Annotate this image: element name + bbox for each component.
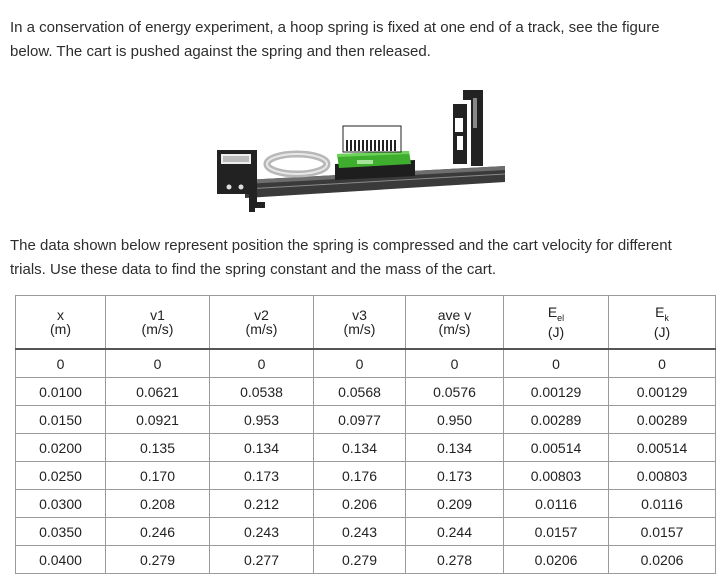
cell-x: 0.0150 (16, 406, 106, 434)
cell-e-k: 0.00803 (609, 462, 716, 490)
cell-v3: 0.279 (314, 546, 406, 574)
cell-ave-v: 0.278 (406, 546, 504, 574)
cell-v1: 0.0921 (106, 406, 210, 434)
cell-e-k: 0.00514 (609, 434, 716, 462)
table-header-row (16, 296, 716, 350)
cell-e-k: 0 (609, 349, 716, 378)
cell-ave-v: 0.0576 (406, 378, 504, 406)
cell-v1: 0 (106, 349, 210, 378)
table-row (16, 462, 716, 490)
table-row (16, 378, 716, 406)
cell-v2: 0.953 (210, 406, 314, 434)
header-v2: v2 (m/s) (210, 296, 314, 350)
cell-v1: 0.135 (106, 434, 210, 462)
cell-x: 0.0350 (16, 518, 106, 546)
cell-v1: 0.170 (106, 462, 210, 490)
cell-x: 0.0100 (16, 378, 106, 406)
table-row (16, 490, 716, 518)
cart (335, 126, 415, 180)
cell-e-k: 0.0157 (609, 518, 716, 546)
cell-x: 0.0400 (16, 546, 106, 574)
cell-x: 0.0300 (16, 490, 106, 518)
data-intro-paragraph (10, 234, 710, 282)
cell-e-el: 0.00129 (504, 378, 609, 406)
cell-v1: 0.0621 (106, 378, 210, 406)
cell-v3: 0.206 (314, 490, 406, 518)
cell-v1: 0.279 (106, 546, 210, 574)
cell-v3: 0.243 (314, 518, 406, 546)
cell-v3: 0.0977 (314, 406, 406, 434)
header-ave-v: ave v (m/s) (406, 296, 504, 350)
cell-ave-v: 0.209 (406, 490, 504, 518)
cell-ave-v: 0.950 (406, 406, 504, 434)
intro-line-1: In a conservation of energy experiment, a hoop spring is fixed at one end of a track, see the figure (10, 19, 660, 36)
cell-ave-v: 0 (406, 349, 504, 378)
cell-v2: 0 (210, 349, 314, 378)
cell-v1: 0.208 (106, 490, 210, 518)
header-x: x (m) (16, 296, 106, 350)
cell-ave-v: 0.244 (406, 518, 504, 546)
cell-x: 0 (16, 349, 106, 378)
cell-v2: 0.134 (210, 434, 314, 462)
header-v1: v1 (m/s) (106, 296, 210, 350)
data-table (15, 295, 716, 574)
cell-e-el: 0 (504, 349, 609, 378)
table-row (16, 349, 716, 378)
track-cart-spring-figure (205, 84, 515, 224)
intro-line-2: below. The cart is pushed against the spring and then released. (10, 43, 431, 60)
cell-v3: 0 (314, 349, 406, 378)
header-e-k: $E_k$ (J) (609, 296, 716, 350)
cell-e-el: 0.0157 (504, 518, 609, 546)
cell-e-el: 0.00514 (504, 434, 609, 462)
table-row (16, 434, 716, 462)
cell-ave-v: 0.134 (406, 434, 504, 462)
cell-e-el: 0.00803 (504, 462, 609, 490)
table-row (16, 518, 716, 546)
cell-e-k: 0.0206 (609, 546, 716, 574)
cell-v2: 0.173 (210, 462, 314, 490)
cell-v2: 0.0538 (210, 378, 314, 406)
intro-paragraph (10, 16, 710, 64)
cell-e-k: 0.0116 (609, 490, 716, 518)
table-row (16, 406, 716, 434)
cell-v2: 0.212 (210, 490, 314, 518)
cell-e-el: 0.00289 (504, 406, 609, 434)
cell-x: 0.0250 (16, 462, 106, 490)
cell-e-k: 0.00289 (609, 406, 716, 434)
cell-v3: 0.134 (314, 434, 406, 462)
data-intro-line-1: The data shown below represent position the spring is compressed and the cart velocity for different (10, 237, 672, 254)
cell-ave-v: 0.173 (406, 462, 504, 490)
header-e-el: $E_{el}$ (J) (504, 296, 609, 350)
cell-v3: 0.0568 (314, 378, 406, 406)
cell-v2: 0.243 (210, 518, 314, 546)
cell-v2: 0.277 (210, 546, 314, 574)
cell-e-el: 0.0116 (504, 490, 609, 518)
cell-e-k: 0.00129 (609, 378, 716, 406)
cell-x: 0.0200 (16, 434, 106, 462)
table-row (16, 546, 716, 574)
data-intro-line-2: trials. Use these data to find the spring constant and the mass of the cart. (10, 261, 497, 278)
photogate (453, 90, 483, 166)
header-v3: v3 (m/s) (314, 296, 406, 350)
cell-v1: 0.246 (106, 518, 210, 546)
cell-e-el: 0.0206 (504, 546, 609, 574)
cell-v3: 0.176 (314, 462, 406, 490)
